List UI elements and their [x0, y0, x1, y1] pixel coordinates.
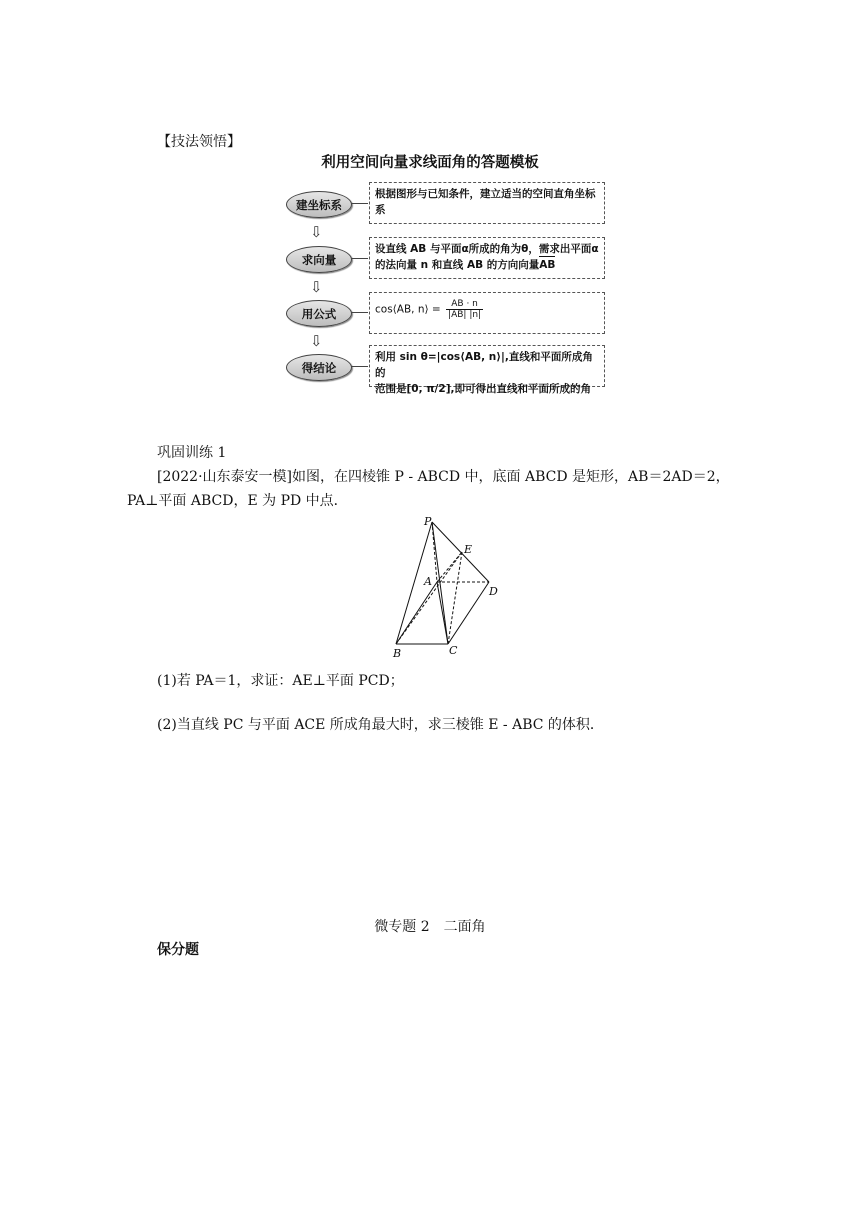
label-d: D	[489, 585, 498, 598]
edge-pc	[432, 522, 448, 644]
topic-title: 微专题 2 二面角	[374, 919, 486, 935]
edge-pd	[432, 522, 489, 582]
formula-fraction	[446, 299, 483, 320]
step-4-text-c: ,即可得出直线和平面所成的角	[450, 383, 591, 395]
connector-4	[351, 366, 368, 367]
vector-ab: AB	[539, 259, 556, 271]
exercise-source: [2022·山东泰安一模]	[157, 469, 293, 485]
edge-cd	[448, 582, 489, 644]
edge-eb	[396, 552, 462, 644]
down-arrow-icon: ⇩	[310, 223, 323, 241]
label-c: C	[449, 644, 458, 657]
formula-numerator: AB · n	[446, 299, 483, 310]
step-1-label: 建坐标系	[286, 191, 352, 218]
label-a: A	[424, 575, 432, 588]
section-title: 【技法领悟】	[157, 134, 241, 150]
pyramid-figure	[380, 512, 510, 662]
step-2-text: 设直线 AB 与平面α所成的角为θ，需求出平面α的法向量 n 和直线 AB 的方向向量	[375, 243, 599, 271]
step-3-label: 用公式	[286, 300, 352, 327]
flowchart-title: 利用空间向量求线面角的答题模板	[321, 155, 539, 171]
question-1: (1)若 PA＝1，求证：AE⊥平面 PCD；	[157, 673, 404, 689]
step-4-label: 得结论	[286, 354, 352, 381]
step-4-box	[369, 345, 605, 395]
angle-range: [0, π/2]	[406, 383, 451, 395]
step-4-text-b: 范围是	[375, 383, 407, 395]
edge-ac	[437, 582, 448, 644]
label-e: E	[464, 543, 473, 556]
step-2-box	[369, 237, 605, 279]
step-1-box: 根据图形与已知条件，建立适当的空间直角坐标系	[369, 182, 605, 224]
exercise-stem-line-2: PA⊥平面 ABCD，E 为 PD 中点．	[127, 493, 348, 509]
step-4-text-a: 利用 sin θ=|cos⟨AB, n⟩|,直线和平面所成角的	[375, 351, 593, 379]
question-2: (2)当直线 PC 与平面 ACE 所成角最大时，求三棱锥 E - ABC 的体积．	[157, 717, 604, 733]
connector-3	[351, 312, 368, 313]
formula-denominator: |AB| |n|	[448, 310, 482, 320]
down-arrow-icon: ⇩	[310, 332, 323, 350]
exercise-stem-line-1	[157, 465, 747, 489]
exercise-heading: 巩固训练 1	[157, 445, 227, 461]
formula-left: cos⟨AB, n⟩ =	[375, 303, 441, 316]
down-arrow-icon: ⇩	[310, 278, 323, 296]
label-p: P	[424, 515, 432, 528]
step-3-box	[369, 292, 605, 334]
step-2-label: 求向量	[286, 246, 352, 273]
connector-1	[351, 203, 368, 204]
label-b: B	[393, 647, 402, 660]
exercise-stem-1: 如图，在四棱锥 P - ABCD 中，底面 ABCD 是矩形，AB＝2AD＝2，	[292, 469, 730, 485]
connector-2	[351, 258, 368, 259]
subheading: 保分题	[157, 942, 199, 958]
